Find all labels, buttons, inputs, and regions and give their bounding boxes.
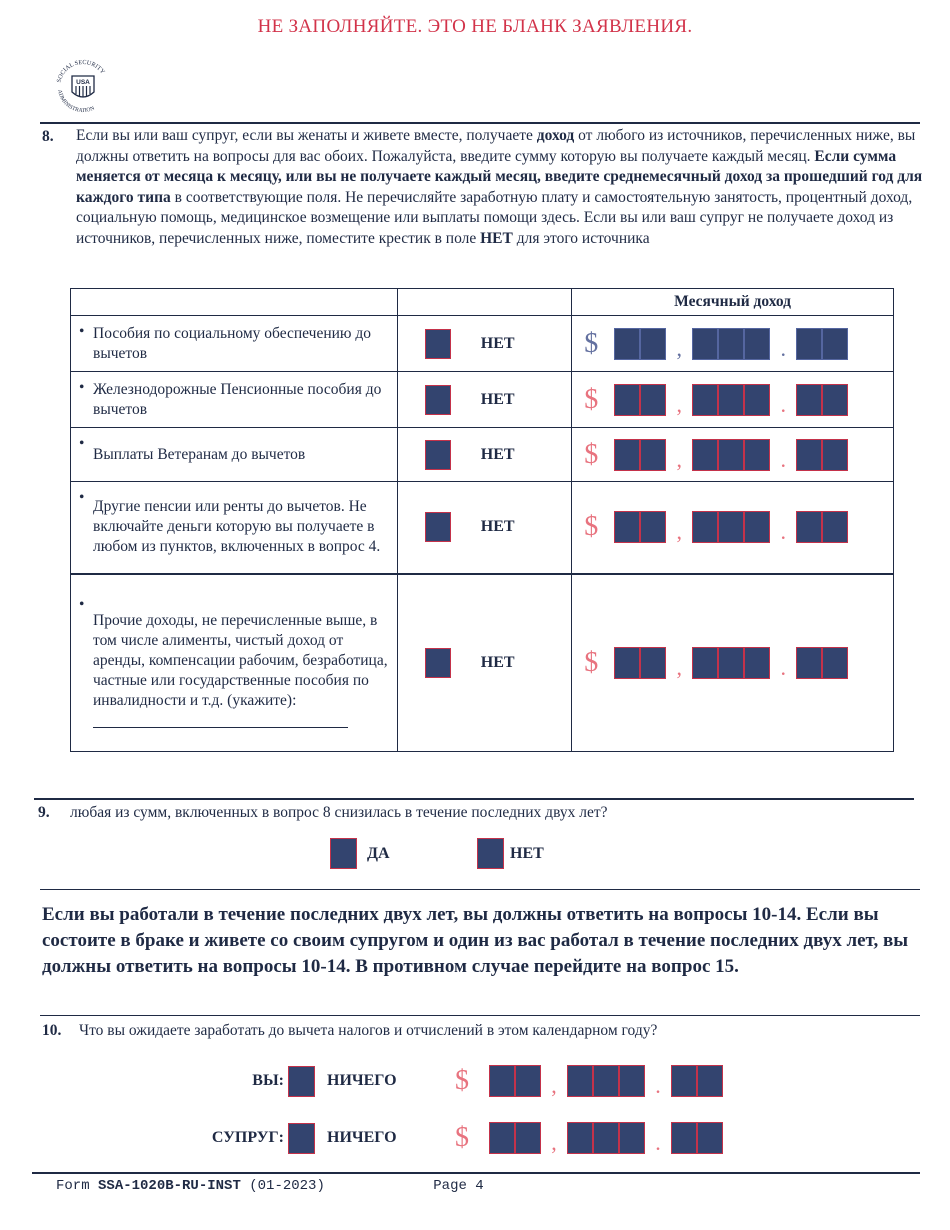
yes-label: ДА (367, 844, 390, 862)
no-checkbox[interactable] (477, 838, 504, 869)
page-number: Page 4 (433, 1178, 484, 1194)
table-row (71, 316, 894, 372)
income-source: • Пособия по социальному обеспечению до вычетов (71, 316, 398, 372)
you-label: ВЫ: (252, 1072, 284, 1089)
question-10-number: 10. (42, 1022, 62, 1039)
table-row (71, 428, 894, 482)
amount-field[interactable]: $ , . (572, 574, 894, 752)
nothing-label: НИЧЕГО (327, 1129, 397, 1146)
q10-row-you (184, 1064, 723, 1098)
question-9-number: 9. (38, 804, 50, 821)
spouse-label: СУПРУГ: (211, 1129, 284, 1146)
note-bottom-divider (40, 1015, 920, 1016)
nothing-checkbox[interactable] (288, 1123, 315, 1154)
no-label: НЕТ (510, 844, 544, 862)
monthly-income-header: Месячный доход (572, 289, 894, 316)
no-checkbox[interactable] (425, 648, 451, 678)
q10-row-spouse (184, 1121, 723, 1155)
yes-checkbox[interactable] (330, 838, 357, 869)
no-label: НЕТ (480, 653, 515, 671)
amount-field[interactable]: $ , . (572, 428, 894, 482)
no-label: НЕТ (480, 445, 515, 463)
no-checkbox[interactable] (425, 440, 451, 470)
form-id: SSA-1020B-RU-INST (98, 1178, 241, 1194)
income-source: • Железнодорожные Пенсионные пособия до вычетов (71, 372, 398, 428)
logo-text-bottom: ADMINISTRATION (56, 89, 96, 115)
logo-text-top: SOCIAL SECURITY (55, 58, 107, 84)
form-prefix: Form (56, 1178, 90, 1194)
no-checkbox[interactable] (425, 385, 451, 415)
question-10-text: Что вы ожидаете заработать до вычета налогов и отчислений в этом календарном году? (79, 1022, 658, 1039)
instruction-note: Если вы работали в течение последних двух лет, вы должны ответить на вопросы 10-14. Если вы состоите в браке и живете со своим супругом и один из вас работал в течение последних двух лет, вы должны ответить на вопросы 10-14. В противном случае перейдите на вопрос 15. (42, 904, 909, 977)
ssa-logo-icon (52, 56, 114, 118)
footer-divider (32, 1172, 920, 1174)
form-footer (56, 1178, 484, 1194)
top-divider (40, 122, 920, 124)
table-row (71, 372, 894, 428)
table-row (71, 482, 894, 574)
no-label: НЕТ (480, 334, 515, 352)
table-row (71, 574, 894, 752)
nothing-label: НИЧЕГО (327, 1072, 397, 1089)
question-8-text: Если вы или ваш супруг, если вы женаты и живете вместе, получаете доход от любого из источников, перечисленных ниже, вы должны ответить на вопросы для вас обоих. Пожалуйста, введите сумму которую вы получаете каждый месяц. Если сумма меняется от месяца к месяцу, или вы не получаете каждый месяц, введите среднемесячный доход за прошедший год для каждого типа в соответствующие поля. Не перечисляйте заработную плату и самостоятельную занятость, процентный доход, социальную помощь, медицинское возмещение или выплаты помощи здесь. Если вы или ваш супруг не получаете доход из источников, перечисленных ниже, поместите крестик в поле НЕТ для этого источника (76, 127, 923, 247)
no-label: НЕТ (480, 390, 515, 408)
do-not-fill-warning: НЕ ЗАПОЛНЯЙТЕ. ЭТО НЕ БЛАНК ЗАЯВЛЕНИЯ. (257, 16, 693, 37)
income-source: • Другие пенсии или ренты до вычетов. Не включайте деньги которую вы получаете в любом из пунктов, включенных в вопрос 4. (71, 482, 398, 574)
nothing-checkbox[interactable] (288, 1066, 315, 1097)
no-checkbox[interactable] (425, 329, 451, 359)
q9-divider (34, 798, 914, 800)
q9-no-option[interactable] (477, 838, 544, 869)
amount-field[interactable]: $ , . (572, 482, 894, 574)
income-source: • Прочие доходы, не перечисленные выше, в том числе алименты, чистый доход от аренды, компенсации рабочим, безработица, частные или государственные пособия по инвалидности и т.д. (укажите): (71, 574, 398, 752)
amount-field[interactable]: $ , . (572, 316, 894, 372)
income-source: • Выплаты Ветеранам до вычетов (71, 428, 398, 482)
no-label: НЕТ (480, 518, 515, 536)
form-date: (01-2023) (249, 1178, 325, 1194)
logo-text-center: USA (76, 79, 90, 86)
income-table-header (71, 289, 894, 316)
specify-field[interactable] (93, 727, 348, 728)
question-9-text: любая из сумм, включенных в вопрос 8 снизилась в течение последних двух лет? (70, 804, 608, 821)
amount-field[interactable]: $ , . (572, 372, 894, 428)
amount-field[interactable]: $ , . (455, 1065, 723, 1097)
income-table (70, 288, 894, 752)
q9-yes-option[interactable] (330, 838, 390, 869)
question-8-number: 8. (42, 128, 54, 145)
no-checkbox[interactable] (425, 512, 451, 542)
note-top-divider (40, 889, 920, 890)
amount-field[interactable]: $ , . (455, 1122, 723, 1154)
